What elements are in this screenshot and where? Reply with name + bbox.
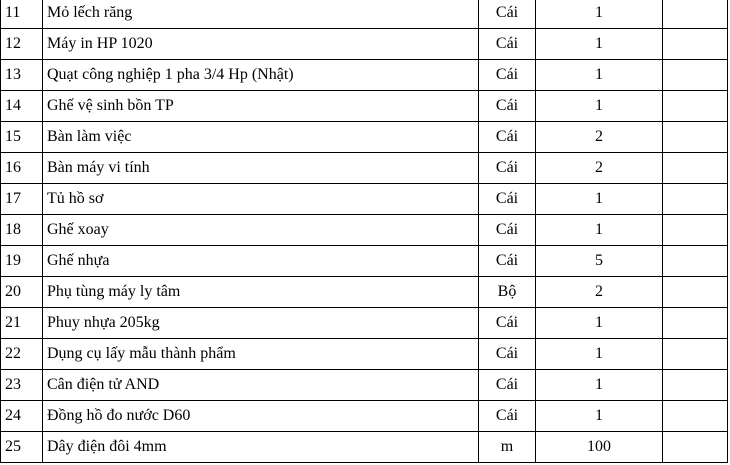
- table-row: [1, 432, 728, 463]
- unit-cell: Cái: [479, 184, 536, 215]
- item-name-cell: Phụ tùng máy ly tâm: [43, 277, 479, 308]
- table-row: [1, 184, 728, 215]
- row-number-cell: 25: [1, 432, 43, 463]
- row-number-cell: 24: [1, 401, 43, 432]
- note-cell: [663, 215, 728, 246]
- quantity-cell: 1: [536, 308, 663, 339]
- item-name-cell: Dụng cụ lấy mẫu thành phẩm: [43, 339, 479, 370]
- row-number-cell: 21: [1, 308, 43, 339]
- quantity-cell: 100: [536, 432, 663, 463]
- note-cell: [663, 0, 728, 29]
- note-cell: [663, 153, 728, 184]
- quantity-cell: 1: [536, 215, 663, 246]
- row-number-cell: 13: [1, 60, 43, 91]
- note-cell: [663, 29, 728, 60]
- unit-cell: Cái: [479, 215, 536, 246]
- unit-cell: Cái: [479, 0, 536, 29]
- unit-cell: m: [479, 432, 536, 463]
- item-name-cell: Phuy nhựa 205kg: [43, 308, 479, 339]
- table-row: [1, 0, 728, 29]
- note-cell: [663, 60, 728, 91]
- quantity-cell: 1: [536, 184, 663, 215]
- note-cell: [663, 339, 728, 370]
- note-cell: [663, 91, 728, 122]
- table-row: [1, 60, 728, 91]
- table-row: [1, 215, 728, 246]
- quantity-cell: 1: [536, 339, 663, 370]
- item-name-cell: Đồng hồ đo nước D60: [43, 401, 479, 432]
- row-number-cell: 18: [1, 215, 43, 246]
- unit-cell: Cái: [479, 370, 536, 401]
- table-row: [1, 370, 728, 401]
- table-row: [1, 122, 728, 153]
- row-number-cell: 12: [1, 29, 43, 60]
- quantity-cell: 5: [536, 246, 663, 277]
- equipment-table-body: [1, 0, 728, 463]
- note-cell: [663, 122, 728, 153]
- table-row: [1, 339, 728, 370]
- item-name-cell: Tủ hồ sơ: [43, 184, 479, 215]
- table-row: [1, 401, 728, 432]
- note-cell: [663, 308, 728, 339]
- row-number-cell: 15: [1, 122, 43, 153]
- note-cell: [663, 277, 728, 308]
- row-number-cell: 20: [1, 277, 43, 308]
- table-row: [1, 153, 728, 184]
- table-row: [1, 29, 728, 60]
- table-row: [1, 308, 728, 339]
- note-cell: [663, 246, 728, 277]
- item-name-cell: Mỏ lếch răng: [43, 0, 479, 29]
- quantity-cell: 1: [536, 0, 663, 29]
- item-name-cell: Ghế xoay: [43, 215, 479, 246]
- unit-cell: Cái: [479, 401, 536, 432]
- unit-cell: Cái: [479, 339, 536, 370]
- row-number-cell: 14: [1, 91, 43, 122]
- unit-cell: Cái: [479, 91, 536, 122]
- row-number-cell: 17: [1, 184, 43, 215]
- row-number-cell: 11: [1, 0, 43, 29]
- quantity-cell: 2: [536, 153, 663, 184]
- row-number-cell: 22: [1, 339, 43, 370]
- table-row: [1, 91, 728, 122]
- quantity-cell: 1: [536, 91, 663, 122]
- unit-cell: Cái: [479, 60, 536, 91]
- quantity-cell: 2: [536, 122, 663, 153]
- item-name-cell: Bàn làm việc: [43, 122, 479, 153]
- unit-cell: Cái: [479, 122, 536, 153]
- item-name-cell: Quạt công nghiệp 1 pha 3/4 Hp (Nhật): [43, 60, 479, 91]
- item-name-cell: Dây điện đôi 4mm: [43, 432, 479, 463]
- quantity-cell: 1: [536, 370, 663, 401]
- note-cell: [663, 370, 728, 401]
- unit-cell: Cái: [479, 153, 536, 184]
- note-cell: [663, 432, 728, 463]
- item-name-cell: Máy in HP 1020: [43, 29, 479, 60]
- table-row: [1, 277, 728, 308]
- table-row: [1, 246, 728, 277]
- quantity-cell: 1: [536, 60, 663, 91]
- item-name-cell: Ghế nhựa: [43, 246, 479, 277]
- unit-cell: Cái: [479, 308, 536, 339]
- quantity-cell: 1: [536, 29, 663, 60]
- unit-cell: Cái: [479, 29, 536, 60]
- item-name-cell: Ghế vệ sinh bồn TP: [43, 91, 479, 122]
- quantity-cell: 1: [536, 401, 663, 432]
- item-name-cell: Cân điện tử AND: [43, 370, 479, 401]
- note-cell: [663, 184, 728, 215]
- item-name-cell: Bàn máy vi tính: [43, 153, 479, 184]
- unit-cell: Cái: [479, 246, 536, 277]
- row-number-cell: 23: [1, 370, 43, 401]
- note-cell: [663, 401, 728, 432]
- unit-cell: Bộ: [479, 277, 536, 308]
- row-number-cell: 19: [1, 246, 43, 277]
- quantity-cell: 2: [536, 277, 663, 308]
- row-number-cell: 16: [1, 153, 43, 184]
